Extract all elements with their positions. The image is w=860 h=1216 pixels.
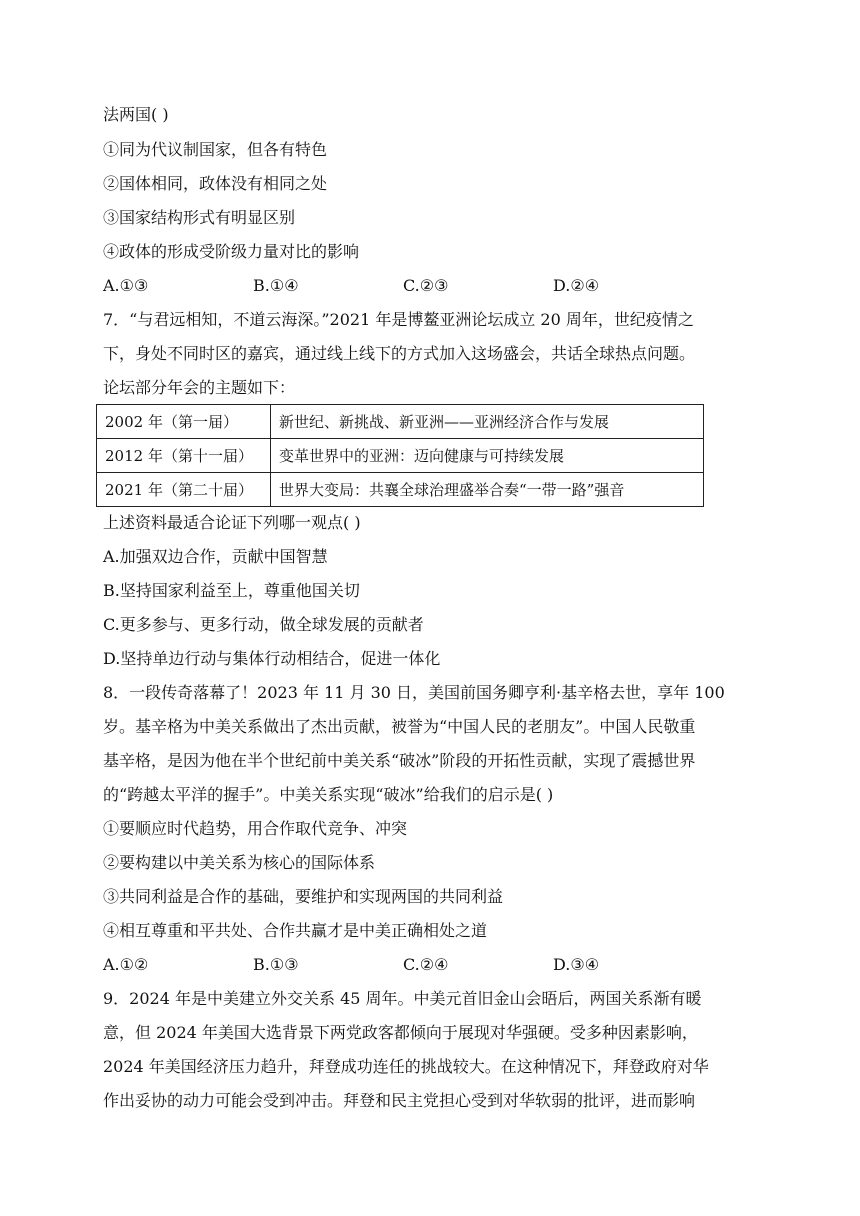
q8-option-a[interactable]: A.①② xyxy=(103,955,149,974)
q7-stem-line-1: 7．“与君远相知，不道云海深。”2021 年是博鳌亚洲论坛成立 20 周年，世纪疫情之 xyxy=(103,310,694,329)
q6-option-b[interactable]: B.①④ xyxy=(253,276,299,295)
q8-stem-line-4: 的“跨越太平洋的握手”。中美关系实现“破冰”给我们的启示是( ) xyxy=(103,785,554,804)
table-row xyxy=(97,439,704,473)
q7-stem-line-3: 论坛部分年会的主题如下： xyxy=(103,378,296,397)
q6-item-3: ③国家结构形式有明显区别 xyxy=(103,208,296,227)
q8-option-d[interactable]: D.③④ xyxy=(553,955,600,974)
q8-option-b[interactable]: B.①③ xyxy=(253,955,299,974)
q8-item-3: ③共同利益是合作的基础，要维护和实现两国的共同利益 xyxy=(103,887,504,906)
table-cell-year: 2002 年（第一届） xyxy=(97,405,271,439)
table-cell-year: 2021 年（第二十届） xyxy=(97,473,271,507)
q6-option-c[interactable]: C.②③ xyxy=(403,276,449,295)
q9-stem-line-4: 作出妥协的动力可能会受到冲击。拜登和民主党担心受到对华软弱的批评，进而影响 xyxy=(103,1091,696,1110)
q8-stem-line-3: 基辛格，是因为他在半个世纪前中美关系“破冰”阶段的开拓性贡献，实现了震撼世界 xyxy=(103,751,696,770)
q6-option-a[interactable]: A.①③ xyxy=(103,276,149,295)
q7-stem-line-2: 下，身处不同时区的嘉宾，通过线上线下的方式加入这场盛会，共话全球热点问题。 xyxy=(103,344,696,363)
q9-stem-line-2: 意，但 2024 年美国大选背景下两党政客都倾向于展现对华强硬。受多种因素影响， xyxy=(103,1023,698,1042)
table-row xyxy=(97,405,704,439)
q8-item-1: ①要顺应时代趋势，用合作取代竞争、冲突 xyxy=(103,819,408,838)
table-cell-theme: 世界大变局：共襄全球治理盛举合奏“一带一路”强音 xyxy=(271,473,704,507)
q6-item-4: ④政体的形成受阶级力量对比的影响 xyxy=(103,242,360,261)
q8-item-4: ④相互尊重和平共处、合作共赢才是中美正确相处之道 xyxy=(103,921,488,940)
q6-item-1: ①同为代议制国家，但各有特色 xyxy=(103,140,328,159)
q8-item-2: ②要构建以中美关系为核心的国际体系 xyxy=(103,853,376,872)
q6-option-d[interactable]: D.②④ xyxy=(553,276,600,295)
q7-choice-c[interactable]: C.更多参与、更多行动，做全球发展的贡献者 xyxy=(103,615,424,634)
q6-stem-end: 法两国( ) xyxy=(103,105,169,124)
q9-stem-line-1: 9．2024 年是中美建立外交关系 45 周年。中美元首旧金山会晤后，两国关系渐有暖 xyxy=(103,989,702,1008)
q7-choice-d[interactable]: D.坚持单边行动与集体行动相结合，促进一体化 xyxy=(103,649,441,668)
q9-stem-line-3: 2024 年美国经济压力趋升，拜登成功连任的挑战较大。在这种情况下，拜登政府对华 xyxy=(103,1057,709,1076)
q8-option-c[interactable]: C.②④ xyxy=(403,955,449,974)
table-cell-theme: 新世纪、新挑战、新亚洲——亚洲经济合作与发展 xyxy=(271,405,704,439)
forum-theme-table xyxy=(96,404,704,507)
q7-question: 上述资料最适合论证下列哪一观点( ) xyxy=(103,513,361,532)
q8-stem-line-1: 8．一段传奇落幕了！2023 年 11 月 30 日，美国前国务卿亨利·基辛格去世，享年 100 xyxy=(103,683,725,702)
q6-item-2: ②国体相同，政体没有相同之处 xyxy=(103,174,328,193)
q7-choice-a[interactable]: A.加强双边合作，贡献中国智慧 xyxy=(103,547,328,566)
q8-stem-line-2: 岁。基辛格为中美关系做出了杰出贡献，被誉为“中国人民的老朋友”。中国人民敬重 xyxy=(103,717,696,736)
table-cell-theme: 变革世界中的亚洲：迈向健康与可持续发展 xyxy=(271,439,704,473)
q7-choice-b[interactable]: B.坚持国家利益至上，尊重他国关切 xyxy=(103,581,360,600)
table-cell-year: 2012 年（第十一届） xyxy=(97,439,271,473)
table-row xyxy=(97,473,704,507)
